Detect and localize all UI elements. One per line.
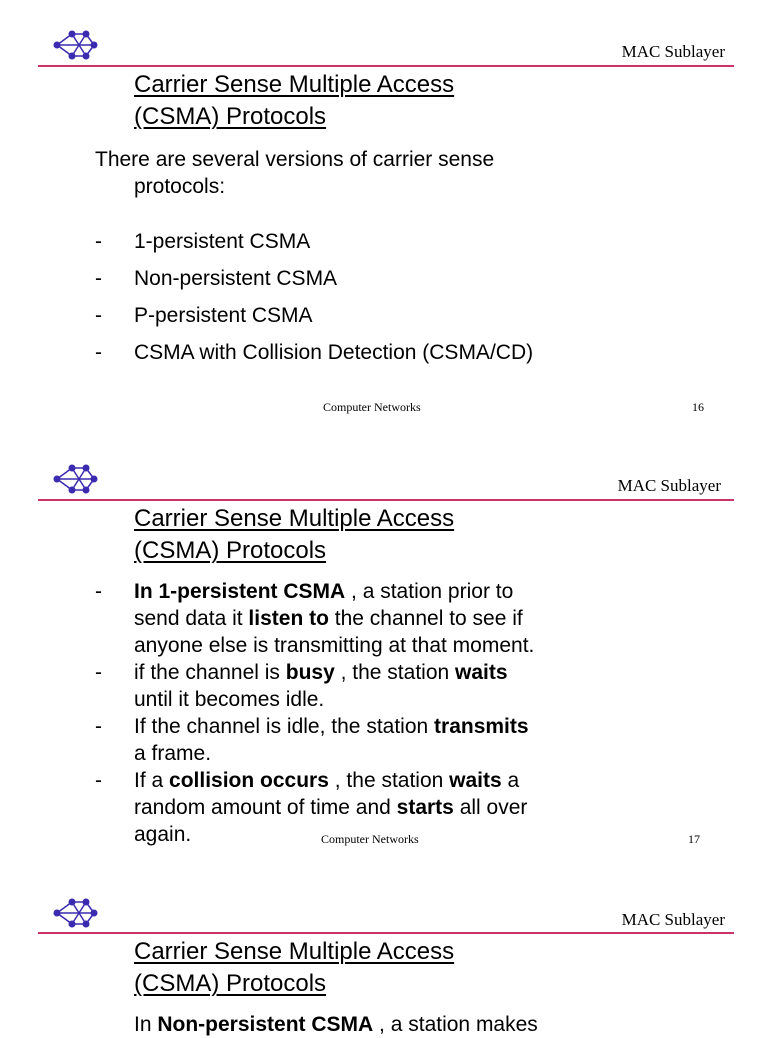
list-item: - If the channel is idle, the station transmits a frame. <box>95 715 529 765</box>
footer-label: Computer Networks <box>321 832 419 846</box>
list-item: - 1-persistent CSMA <box>95 230 311 253</box>
slide-title: Carrier Sense Multiple Access (CSMA) Protocols <box>134 938 455 997</box>
intro-text: There are several versions of carrier sense protocols: <box>95 148 495 198</box>
slide-17 <box>0 464 768 864</box>
network-nodes-icon <box>52 464 100 494</box>
page-number: 16 <box>692 400 704 414</box>
slide-18-partial <box>0 898 768 1036</box>
protocol-list <box>95 228 735 376</box>
list-item: - Non-persistent CSMA <box>95 267 338 290</box>
list-item: - if the channel is busy , the station waits until it becomes idle. <box>95 661 508 711</box>
section-label: MAC Sublayer <box>617 476 721 495</box>
slide-title: Carrier Sense Multiple Access (CSMA) Protocols <box>134 71 455 130</box>
page-number: 17 <box>688 832 700 846</box>
list-item: - If a collision occurs , the station waits a random amount of time and starts all over again. <box>95 769 528 846</box>
partial-text: In Non-persistent CSMA , a station makes <box>134 1013 538 1036</box>
network-nodes-icon <box>52 898 100 928</box>
header-rule <box>38 65 734 67</box>
list-item: - P-persistent CSMA <box>95 304 313 327</box>
list-item: - CSMA with Collision Detection (CSMA/CD) <box>95 341 534 364</box>
slide-16 <box>0 30 768 430</box>
footer-label: Computer Networks <box>323 400 421 414</box>
network-nodes-icon <box>52 30 100 60</box>
description-list <box>95 578 735 848</box>
slide-title: Carrier Sense Multiple Access (CSMA) Protocols <box>134 505 455 564</box>
list-item: - In 1-persistent CSMA , a station prior to send data it listen to the channel to see if anyone else is transmitting at that moment. <box>95 580 535 657</box>
header-rule <box>38 499 734 501</box>
section-label: MAC Sublayer <box>621 910 725 929</box>
header-rule <box>38 932 734 934</box>
section-label: MAC Sublayer <box>621 42 725 61</box>
